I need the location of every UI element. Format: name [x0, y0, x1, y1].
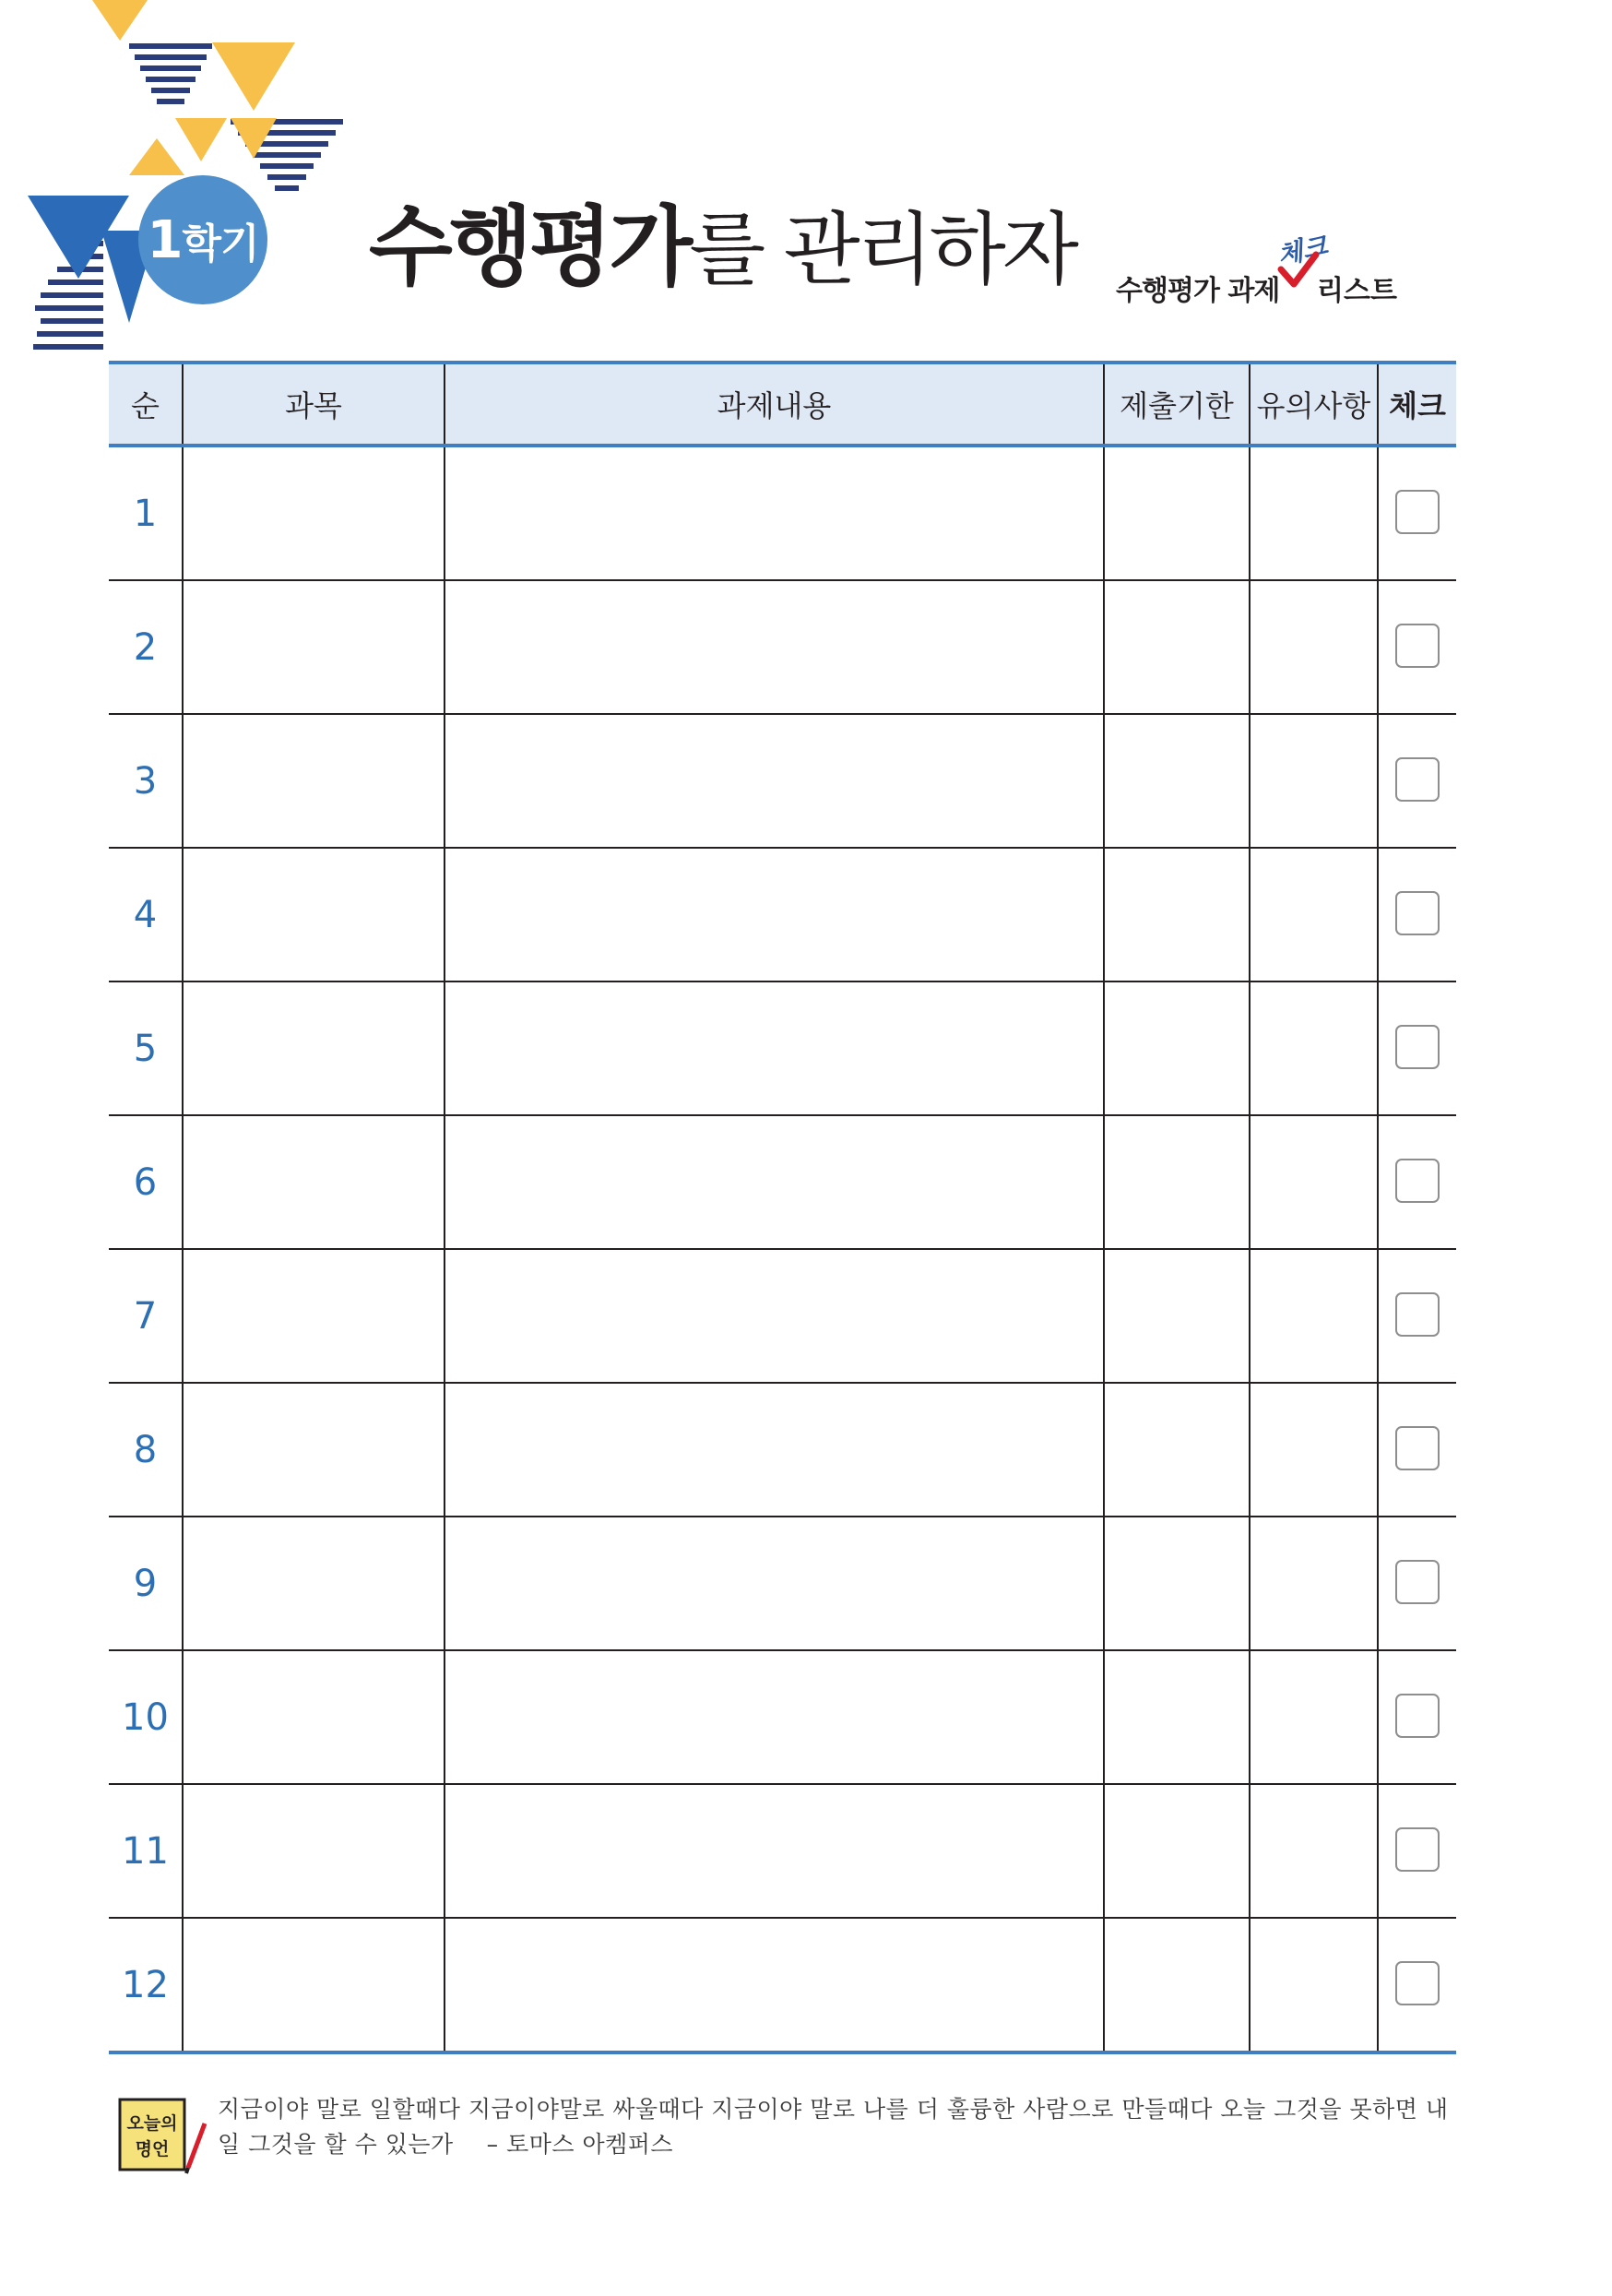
checkbox[interactable]: [1395, 1159, 1440, 1203]
checkbox[interactable]: [1395, 490, 1440, 534]
header-check: 체크: [1378, 363, 1456, 446]
check-cell: [1378, 1918, 1456, 2052]
deadline-cell[interactable]: [1104, 1784, 1250, 1918]
subject-cell[interactable]: [183, 1115, 444, 1249]
semester-text: 학기: [182, 220, 259, 268]
row-number: 11: [109, 1784, 183, 1918]
table-row: [109, 1650, 1456, 1784]
subject-cell[interactable]: [183, 714, 444, 848]
subtitle-left: 수행평가 과제: [1116, 275, 1280, 307]
check-cell: [1378, 848, 1456, 981]
semester-badge: [138, 175, 267, 304]
deadline-cell[interactable]: [1104, 1517, 1250, 1650]
row-number: 4: [109, 848, 183, 981]
checkbox[interactable]: [1395, 1961, 1440, 2005]
notes-cell[interactable]: [1250, 848, 1378, 981]
subject-cell[interactable]: [183, 1918, 444, 2052]
title-light: 를 관리하자: [689, 204, 1075, 296]
yellow-triangle-1: [92, 0, 148, 41]
notes-cell[interactable]: [1250, 446, 1378, 580]
check-cell: [1378, 1115, 1456, 1249]
row-number: 6: [109, 1115, 183, 1249]
header-notes: 유의사항: [1250, 363, 1378, 446]
task-content-cell[interactable]: [444, 446, 1104, 580]
task-content-cell[interactable]: [444, 1383, 1104, 1517]
checkbox[interactable]: [1395, 1694, 1440, 1738]
table-row: [109, 1918, 1456, 2052]
deadline-cell[interactable]: [1104, 1383, 1250, 1517]
task-content-cell[interactable]: [444, 1918, 1104, 2052]
table-row: [109, 446, 1456, 580]
subject-cell[interactable]: [183, 580, 444, 714]
striped-triangle-top: [129, 46, 212, 101]
subject-cell[interactable]: [183, 1517, 444, 1650]
row-number: 7: [109, 1249, 183, 1383]
subject-cell[interactable]: [183, 1383, 444, 1517]
check-cell: [1378, 1517, 1456, 1650]
header-order: 순: [109, 363, 183, 446]
deadline-cell[interactable]: [1104, 848, 1250, 981]
checkbox[interactable]: [1395, 891, 1440, 935]
row-number: 3: [109, 714, 183, 848]
task-content-cell[interactable]: [444, 848, 1104, 981]
yellow-triangle-5: [129, 138, 184, 175]
task-content-cell[interactable]: [444, 580, 1104, 714]
row-number: 9: [109, 1517, 183, 1650]
notes-cell[interactable]: [1250, 981, 1378, 1115]
check-cell: [1378, 981, 1456, 1115]
table-row: [109, 848, 1456, 981]
deadline-cell[interactable]: [1104, 446, 1250, 580]
check-cell: [1378, 1383, 1456, 1517]
red-check-icon: [1277, 251, 1320, 290]
task-content-cell[interactable]: [444, 1784, 1104, 1918]
checkbox[interactable]: [1395, 624, 1440, 668]
table-row: [109, 1784, 1456, 1918]
title-bold: 수행평가: [369, 197, 690, 298]
check-cell: [1378, 1650, 1456, 1784]
subject-cell[interactable]: [183, 1650, 444, 1784]
table-row: [109, 1115, 1456, 1249]
notes-cell[interactable]: [1250, 714, 1378, 848]
subject-cell[interactable]: [183, 446, 444, 580]
row-number: 10: [109, 1650, 183, 1784]
deadline-cell[interactable]: [1104, 1918, 1250, 2052]
row-number: 5: [109, 981, 183, 1115]
header-task-content: 과제내용: [444, 363, 1104, 446]
notes-cell[interactable]: [1250, 580, 1378, 714]
table-row: [109, 981, 1456, 1115]
notes-cell[interactable]: [1250, 1115, 1378, 1249]
task-content-cell[interactable]: [444, 1517, 1104, 1650]
svg-text:오늘의: 오늘의: [126, 2113, 178, 2134]
deadline-cell[interactable]: [1104, 1115, 1250, 1249]
deadline-cell[interactable]: [1104, 714, 1250, 848]
header-deadline: 제출기한: [1104, 363, 1250, 446]
check-cell: [1378, 1249, 1456, 1383]
notes-cell[interactable]: [1250, 1383, 1378, 1517]
checkbox[interactable]: [1395, 1827, 1440, 1872]
subject-cell[interactable]: [183, 1784, 444, 1918]
checkbox[interactable]: [1395, 1426, 1440, 1470]
quote-body: 지금이야 말로 일할때다 지금이야말로 싸울때다 지금이야 말로 나를 더 훌륭한 사람으로 만들때다 오늘 그것을 못하면 내일 그것을 할 수 있는가: [218, 2096, 1449, 2158]
yellow-triangle-3: [175, 118, 227, 161]
svg-text:명언: 명언: [135, 2139, 170, 2159]
check-cell: [1378, 714, 1456, 848]
task-content-cell[interactable]: [444, 1115, 1104, 1249]
deadline-cell[interactable]: [1104, 580, 1250, 714]
row-number: 1: [109, 446, 183, 580]
task-content-cell[interactable]: [444, 714, 1104, 848]
row-number: 2: [109, 580, 183, 714]
row-number: 12: [109, 1918, 183, 2052]
deadline-cell[interactable]: [1104, 1249, 1250, 1383]
task-checklist-table: [109, 361, 1456, 2054]
header-subject: 과목: [183, 363, 444, 446]
check-cell: [1378, 1784, 1456, 1918]
yellow-triangle-2: [212, 42, 295, 111]
subtitle-check-word: 체크: [1274, 230, 1331, 271]
table-row: [109, 580, 1456, 714]
deadline-cell[interactable]: [1104, 981, 1250, 1115]
table-row: [109, 1383, 1456, 1517]
semester-number: 1: [147, 209, 183, 270]
subject-cell[interactable]: [183, 981, 444, 1115]
notes-cell[interactable]: [1250, 1650, 1378, 1784]
task-content-cell[interactable]: [444, 981, 1104, 1115]
subject-cell[interactable]: [183, 848, 444, 981]
page-title: [369, 197, 1075, 301]
task-content-cell[interactable]: [444, 1249, 1104, 1383]
table-row: [109, 1249, 1456, 1383]
checkbox[interactable]: [1395, 757, 1440, 802]
subtitle-right: 리스트: [1317, 275, 1397, 307]
notes-cell[interactable]: [1250, 1784, 1378, 1918]
table-row: [109, 714, 1456, 848]
subject-cell[interactable]: [183, 1249, 444, 1383]
row-number: 8: [109, 1383, 183, 1517]
table-header-row: [109, 363, 1456, 446]
quote-of-the-day-icon: [116, 2096, 208, 2175]
table-row: [109, 1517, 1456, 1650]
notes-cell[interactable]: [1250, 1918, 1378, 2052]
deadline-cell[interactable]: [1104, 1650, 1250, 1784]
checkbox[interactable]: [1395, 1292, 1440, 1337]
quote-author: – 토마스 아켐퍼스: [486, 2131, 674, 2158]
quote-text: [218, 2092, 1458, 2162]
checkbox[interactable]: [1395, 1025, 1440, 1069]
notes-cell[interactable]: [1250, 1517, 1378, 1650]
check-cell: [1378, 580, 1456, 714]
task-content-cell[interactable]: [444, 1650, 1104, 1784]
checkbox[interactable]: [1395, 1560, 1440, 1604]
notes-cell[interactable]: [1250, 1249, 1378, 1383]
check-cell: [1378, 446, 1456, 580]
